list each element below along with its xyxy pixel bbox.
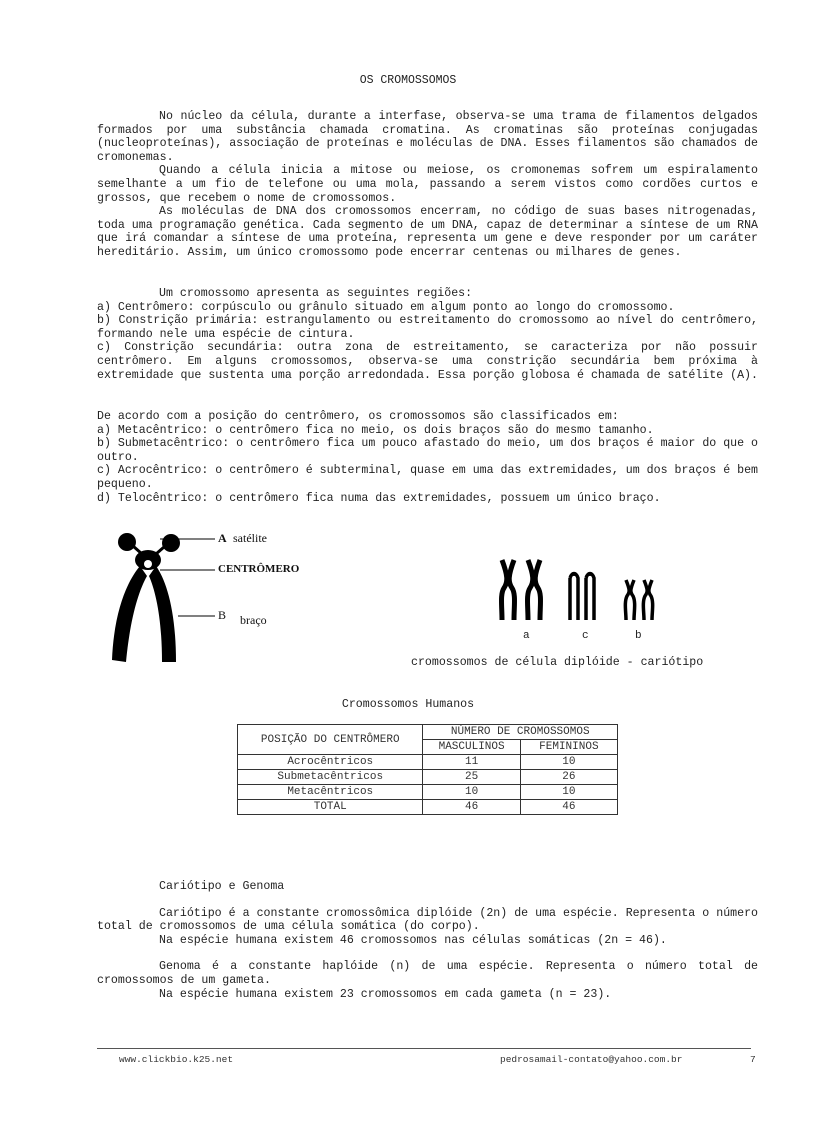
- karyotype-paragraph-1: Cariótipo é a constante cromossômica diplóide (2n) de uma espécie. Representa o número total de cromossomos de uma célula somática (do corpo).: [97, 906, 758, 934]
- satellite-knob-right: [162, 534, 180, 552]
- header-group: NÚMERO DE CROMOSSOMOS: [423, 725, 618, 740]
- row-label: Acrocêntricos: [238, 755, 423, 770]
- classification-item-b: b) Submetacêntrico: o centrômero fica um pouco afastado do meio, um dos braços é maior do que o outro.: [97, 437, 758, 464]
- label-centromere: CENTRÔMERO: [218, 563, 300, 575]
- karyotype-figure: [490, 556, 680, 646]
- label-a: A: [218, 531, 227, 545]
- intro-paragraph-3: As moléculas de DNA dos cromossomos encerram, no código de suas bases nitrogenadas, toda uma programação genética. Cada segmento de um DNA, capaz de determinar a síntese de um RNA que irá comandar a síntese de uma proteína, representa um gene e deve responder por um caráter hereditário. Assim, um único cromossomo pode encerrar centenas ou milhares de genes.: [97, 205, 758, 259]
- table-header-row: [238, 725, 618, 740]
- row-label: TOTAL: [238, 800, 423, 815]
- karyotype-section: [97, 880, 758, 1001]
- satellite-knob-left: [118, 533, 136, 551]
- table-caption: Cromossomos Humanos: [341, 698, 475, 711]
- page-title: OS CROMOSSOMOS: [359, 74, 457, 87]
- footer-site: www.clickbio.k25.net: [119, 1054, 234, 1065]
- label-satellite: satélite: [233, 531, 267, 545]
- chromosome-pair-b: [625, 580, 652, 620]
- regions-item-b: b) Constrição primária: estrangulamento ou estreitamento do cromossomo ao nível do centrômero, formando nele uma espécie de cintura.: [97, 314, 758, 341]
- intro-section: [97, 110, 758, 260]
- regions-item-a: a) Centrômero: corpúsculo ou grânulo situado em algum ponto ao longo do cromossomo.: [97, 300, 675, 314]
- footer-divider: [97, 1048, 751, 1049]
- row-female: 46: [520, 800, 617, 815]
- intro-paragraph-2: Quando a célula inicia a mitose ou meiose, os cromonemas sofrem um espiralamento semelhante a um fio de telefone ou uma mola, passando a serem vistos como cordões curtos e grossos, que recebem o nome de cromossomos.: [97, 164, 758, 205]
- classification-section: [97, 410, 758, 505]
- regions-heading: Um cromossomo apresenta as seguintes regiões:: [159, 287, 473, 300]
- karyotype-label-c: c: [582, 630, 589, 642]
- karyotype-illustration: [490, 556, 680, 626]
- chromosome-illustration: [100, 520, 330, 670]
- table-row: [238, 770, 618, 785]
- regions-item-c: c) Constrição secundária: outra zona de estreitamento, se caracteriza por não possuir centrômero. Em alguns cromossomos, observa-se uma constrição secundária bem próxima à extremidade que sustenta uma porção arredondada. Essa porção globosa é chamada de satélite (A).: [97, 341, 758, 382]
- row-female: 10: [520, 785, 617, 800]
- right-arm-shape: [149, 566, 176, 662]
- row-female: 26: [520, 770, 617, 785]
- row-male: 25: [423, 770, 520, 785]
- row-male: 10: [423, 785, 520, 800]
- row-male: 46: [423, 800, 520, 815]
- table-row: [238, 755, 618, 770]
- classification-item-d: d) Telocêntrico: o centrômero fica numa das extremidades, possuem um único braço.: [97, 491, 661, 505]
- classification-item-c: c) Acrocêntrico: o centrômero é subterminal, quase em uma das extremidades, um dos braços é bem pequeno.: [97, 464, 758, 491]
- classification-heading: De acordo com a posição do centrômero, os cromossomos são classificados em:: [97, 410, 619, 423]
- header-position: POSIÇÃO DO CENTRÔMERO: [238, 725, 423, 755]
- footer-page-number: 7: [750, 1054, 756, 1065]
- row-label: Metacêntricos: [238, 785, 423, 800]
- karyotype-caption: cromossomos de célula diplóide - cariótipo: [411, 656, 704, 669]
- row-label: Submetacêntricos: [238, 770, 423, 785]
- label-arm: braço: [240, 613, 267, 627]
- karyotype-paragraph-2: Na espécie humana existem 46 cromossomos nas células somáticas (2n = 46).: [159, 933, 667, 947]
- genome-paragraph-2: Na espécie humana existem 23 cromossomos em cada gameta (n = 23).: [159, 987, 612, 1001]
- karyotype-label-a: a: [523, 630, 530, 642]
- genome-paragraph-1: Genoma é a constante haplóide (n) de uma espécie. Representa o número total de cromossomos de um gameta.: [97, 960, 758, 987]
- classification-item-a: a) Metacêntrico: o centrômero fica no meio, os dois braços são do mesmo tamanho.: [97, 423, 654, 437]
- intro-paragraph-1: No núcleo da célula, durante a interfase, observa-se uma trama de filamentos delgados formados por uma substância chamada cromatina. As cromatinas são proteínas conjugadas (nucleoproteínas), associação de proteínas e moléculas de DNA. Esses filamentos são chamados de cromonemas.: [97, 110, 758, 164]
- karyotype-label-b: b: [635, 630, 642, 642]
- chromosome-diagram: [100, 520, 330, 670]
- chromosome-table: [237, 724, 618, 815]
- header-female: FEMININOS: [520, 740, 617, 755]
- table-row: [238, 800, 618, 815]
- header-male: MASCULINOS: [423, 740, 520, 755]
- chromosome-pair-a: [502, 560, 541, 620]
- chromosome-pair-c: [570, 572, 594, 620]
- karyotype-heading: Cariótipo e Genoma: [159, 880, 285, 893]
- regions-section: [97, 287, 758, 382]
- row-male: 11: [423, 755, 520, 770]
- label-b: B: [218, 608, 227, 622]
- left-arm-shape: [112, 566, 147, 662]
- table-row: [238, 785, 618, 800]
- footer-email: pedrosamail-contato@yahoo.com.br: [500, 1054, 683, 1065]
- row-female: 10: [520, 755, 617, 770]
